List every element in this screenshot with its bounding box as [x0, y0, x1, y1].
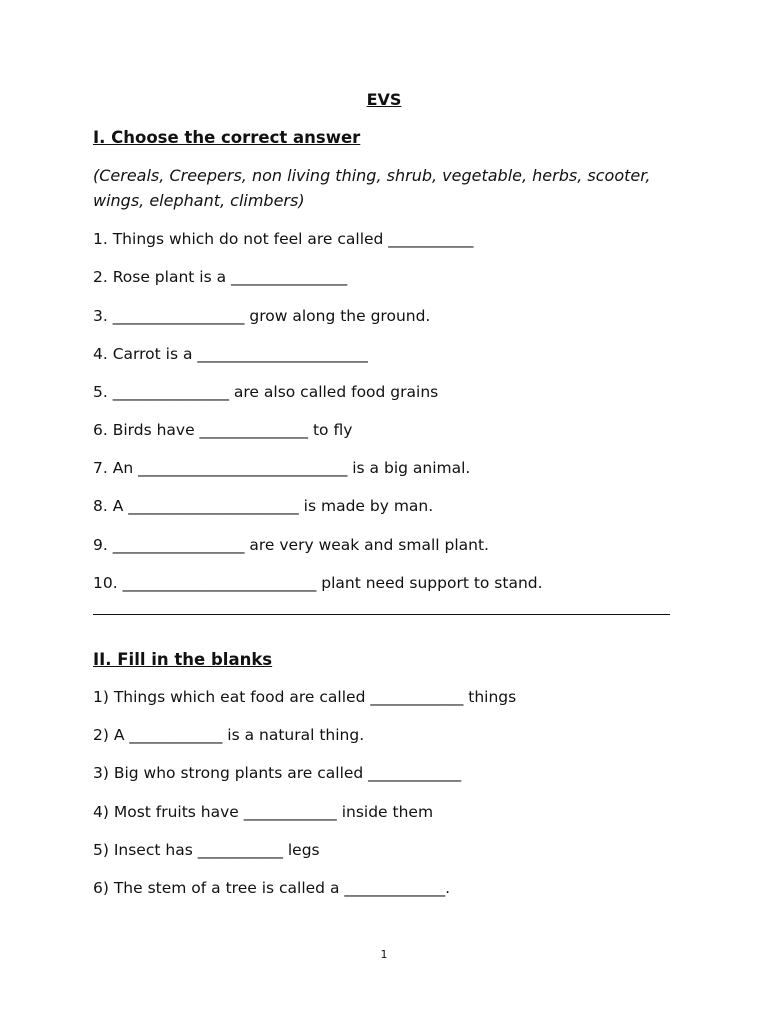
question-1: 1. Things which do not feel are called ___________: [93, 230, 474, 248]
answer-options: (Cereals, Creepers, non living thing, shrub, vegetable, herbs, scooter, wings, elephant, climbers): [93, 166, 651, 210]
blank-2: 2) A ____________ is a natural thing.: [93, 726, 365, 744]
question-7: 7. An ___________________________ is a big animal.: [93, 459, 471, 477]
page-number: 1: [380, 948, 388, 961]
question-5: 5. _______________ are also called food grains: [93, 383, 439, 401]
section-2-heading: II. Fill in the blanks: [93, 650, 273, 669]
question-10: 10. _________________________ plant need support to stand.: [93, 574, 543, 592]
question-2: 2. Rose plant is a _______________: [93, 268, 348, 286]
section-divider: [93, 614, 670, 615]
blank-6: 6) The stem of a tree is called a _____________.: [93, 879, 451, 897]
question-3: 3. _________________ grow along the ground.: [93, 307, 431, 325]
page-title: EVS: [366, 90, 402, 109]
question-8: 8. A ______________________ is made by man.: [93, 497, 434, 515]
blank-1: 1) Things which eat food are called ____________ things: [93, 688, 517, 706]
question-6: 6. Birds have ______________ to fly: [93, 421, 353, 439]
section-1-heading: I. Choose the correct answer: [93, 128, 361, 147]
question-4: 4. Carrot is a ______________________: [93, 345, 368, 363]
blank-5: 5) Insect has ___________ legs: [93, 841, 320, 859]
blank-4: 4) Most fruits have ____________ inside them: [93, 803, 434, 821]
question-9: 9. _________________ are very weak and small plant.: [93, 536, 489, 554]
blank-3: 3) Big who strong plants are called ____________: [93, 764, 462, 782]
